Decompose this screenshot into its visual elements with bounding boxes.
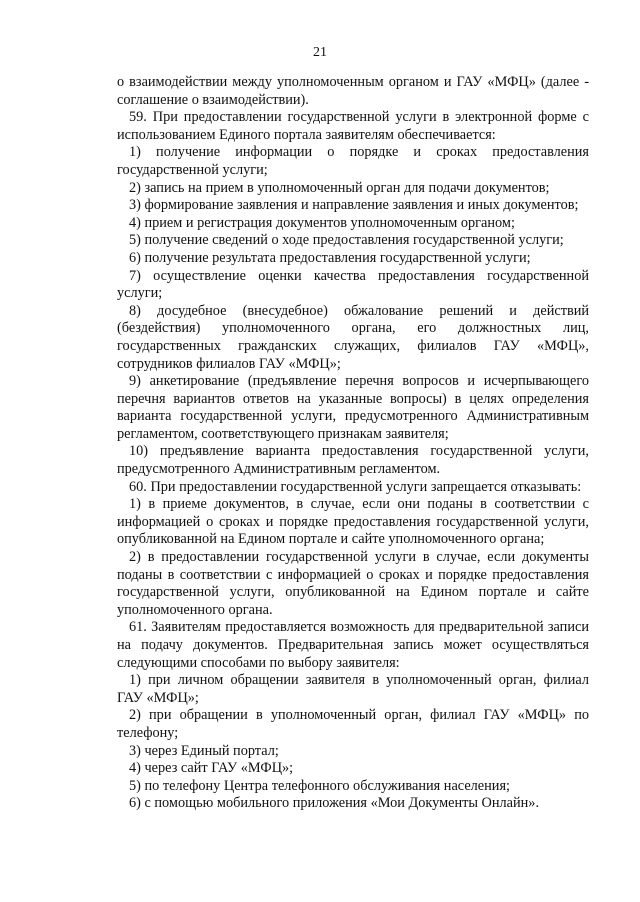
list-item-61-3: 3) через Единый портал; xyxy=(129,742,279,759)
list-item-61-5: 5) по телефону Центра телефонного обслуживания населения; xyxy=(129,777,510,794)
list-item-59-2: 2) запись на прием в уполномоченный орган для подачи документов; xyxy=(129,179,550,196)
list-item-61-4: 4) через сайт ГАУ «МФЦ»; xyxy=(129,760,294,777)
list-item-59-8: 8) досудебное (внесудебное) обжалование решений и действий (бездействия) уполномоченного органа, его должностных лиц, государственных гражданских служащих, филиалов ГАУ «МФЦ», сотрудников филиалов ГАУ «МФЦ»; xyxy=(117,302,589,372)
list-item-60-2: 2) в предоставлении государственной услуги в случае, если документы поданы в соответствии с информацией о сроках и порядке предоставления государственной услуги, опубликованной на Едином портале и сайте уполномоченного органа. xyxy=(117,549,589,618)
list-item-61-2: 2) при обращении в уполномоченный орган, филиал ГАУ «МФЦ» по телефону; xyxy=(117,707,589,741)
paragraph-59-intro: 59. При предоставлении государственной услуги в электронной форме с использованием Единого портала заявителям обеспечивается: xyxy=(117,109,589,143)
list-item-59-6: 6) получение результата предоставления государственной услуги; xyxy=(129,249,531,266)
list-item-61-6: 6) с помощью мобильного приложения «Мои Документы Онлайн». xyxy=(129,795,540,812)
paragraph-agreement-continuation: о взаимодействии между уполномоченным органом и ГАУ «МФЦ» (далее - соглашение о взаимодействии). xyxy=(117,74,589,108)
paragraph-61-intro: 61. Заявителям предоставляется возможность для предварительной записи на подачу документов. Предварительная запись может осуществляться следующими способами по выбору заявителя: xyxy=(117,619,589,671)
list-item-59-9: 9) анкетирование (предъявление перечня вопросов и исчерпывающего перечня вариантов ответов на указанные вопросы) в целях определения варианта государственной услуги, предусмотренного Административным регламентом, соответствующего признакам заявителя; xyxy=(117,373,589,442)
list-item-59-10: 10) предъявление варианта предоставления государственной услуги, предусмотренного Административным регламентом. xyxy=(117,443,589,478)
list-item-60-1: 1) в приеме документов, в случае, если они поданы в соответствии с информацией о сроках и порядке предоставления государственной услуги, опубликованной на Едином портале и сайте уполномоченного органа; xyxy=(117,496,589,548)
paragraph-60-intro: 60. При предоставлении государственной услуги запрещается отказывать: xyxy=(129,478,582,495)
list-item-59-1: 1) получение информации о порядке и сроках предоставления государственной услуги; xyxy=(117,144,589,178)
list-item-59-7: 7) осуществление оценки качества предоставления государственной услуги; xyxy=(117,267,589,302)
document-body xyxy=(117,74,589,813)
list-item-59-4: 4) прием и регистрация документов уполномоченным органом; xyxy=(129,214,515,231)
list-item-61-1: 1) при личном обращении заявителя в уполномоченный орган, филиал ГАУ «МФЦ»; xyxy=(117,672,589,706)
list-item-59-5: 5) получение сведений о ходе предоставления государственной услуги; xyxy=(129,232,564,249)
list-item-59-3: 3) формирование заявления и направление заявления и иных документов; xyxy=(129,197,579,214)
page-number: 21 xyxy=(313,45,327,60)
